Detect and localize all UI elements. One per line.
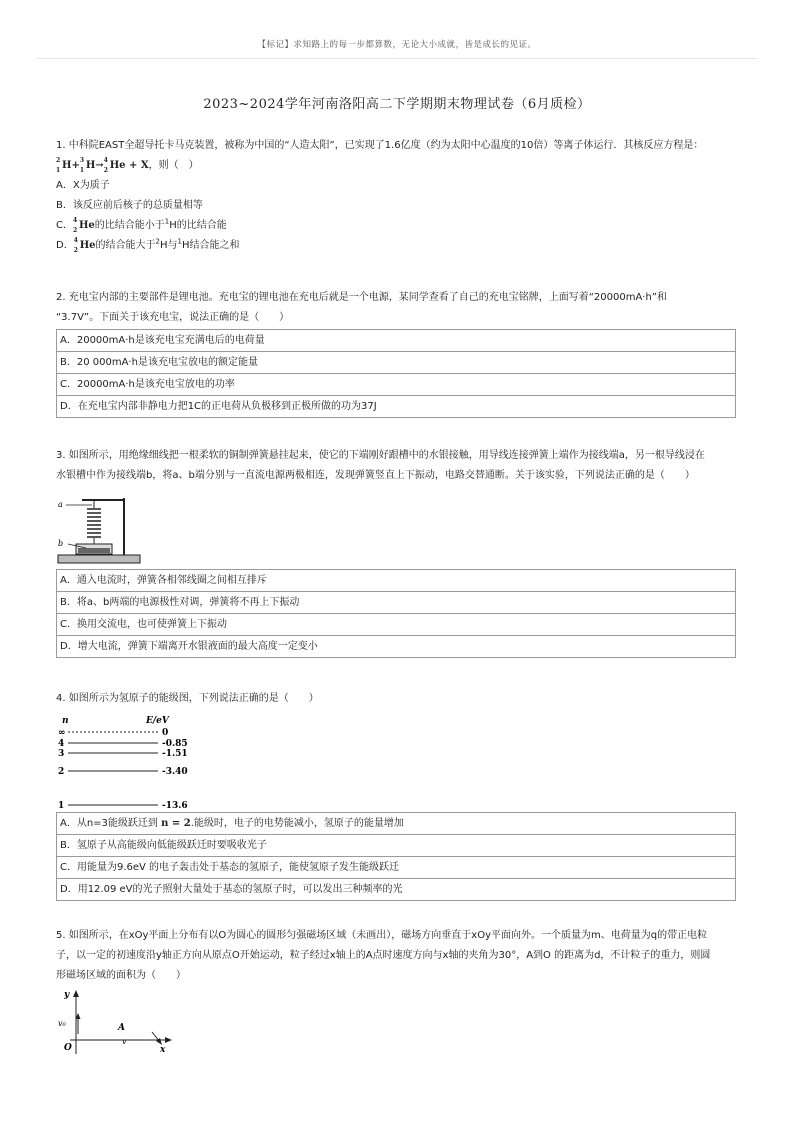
q1-option-d[interactable]: D． 4 2 He的结合能大于$^2$H与$^1$H结合能之和 — [56, 237, 240, 254]
q3-stem-line2: 水银槽中作为接线端b，将a、b端分别与一直流电源两极相连，发现弹簧竖直上下振动，电路交替通断。关于该实验，下列说法正确的是（ ） — [56, 470, 695, 481]
v-arrow-icon — [156, 1038, 162, 1045]
q3-option-d[interactable]: D．增大电流，弹簧下端离开水银液面的最大高度一定变小 — [57, 635, 735, 657]
level-energy-label: -1.51 — [162, 749, 188, 759]
header-divider — [36, 58, 758, 59]
q3-option-b[interactable]: B．将a、b两端的电源极性对调，弹簧将不再上下振动 — [57, 591, 735, 613]
x-arrow-icon — [165, 1037, 172, 1043]
q2-option-d[interactable]: D．在充电宝内部非静电力把1C的正电荷从负极移到正极所做的功为37J — [57, 395, 735, 417]
e-axis-label: E/eV — [146, 716, 169, 726]
q4-energy-level-diagram — [56, 713, 216, 811]
q3-options — [56, 569, 736, 658]
q5-coordinate-figure — [56, 988, 176, 1056]
q1-option-b[interactable]: B．该反应前后核子的总质量相等 — [56, 200, 203, 211]
level-n-label: 3 — [58, 749, 65, 759]
point-a-label: A — [118, 1023, 125, 1033]
level-energy-label: -13.6 — [162, 801, 188, 811]
level-energy-label: 0 — [162, 728, 169, 738]
q1-option-a[interactable]: A．X为质子 — [56, 180, 110, 191]
base — [58, 555, 140, 563]
level-n-label: 2 — [58, 767, 65, 777]
v0-label: v₀ — [58, 1019, 66, 1028]
level-n-label: 1 — [58, 801, 65, 811]
q4-option-b[interactable]: B．氢原子从高能级向低能级跃迁时要吸收光子 — [57, 834, 735, 856]
q1-equation: 2 1 H+ 3 1 H→ 4 2 He + X，则（ ） — [56, 157, 199, 174]
question-1 — [56, 136, 746, 256]
header-motto: 【标记】求知路上的每一步都算数，无论大小成就，皆是成长的见证。 — [257, 40, 537, 50]
level-n-label: ∞ — [58, 728, 66, 738]
label-a: a — [58, 500, 63, 509]
question-2 — [56, 288, 746, 418]
q1-stem: 1. 中科院EAST全超导托卡马克装置，被称为中国的“人造太阳”，已实现了1.6亿度（约为太阳中心温度的10倍）等离子体运行．其核反应方程是： — [56, 140, 704, 151]
q2-option-b[interactable]: B．20 000mA·h是该充电宝放电的额定能量 — [57, 351, 735, 373]
question-4 — [56, 689, 746, 901]
label-b: b — [58, 539, 64, 548]
q5-stem-line2: 子，以一定的初速度沿y轴正方向从原点O开始运动，粒子经过x轴上的A点时速度方向与x轴的夹角为30°，A到O 的距离为d，不计粒子的重力，则圆 — [56, 950, 711, 961]
q2-option-a[interactable]: A．20000mA·h是该充电宝充满电后的电荷量 — [60, 335, 265, 346]
q2-options — [56, 329, 736, 418]
level-n-label: 4 — [58, 739, 65, 749]
q4-option-d[interactable]: D．用12.09 eV的光子照射大量处于基态的氢原子时，可以发出三种频率的光 — [57, 878, 735, 900]
q4-options — [56, 812, 736, 901]
level-energy-label: -3.40 — [162, 767, 188, 777]
q5-stem-line1: 5. 如图所示，在xOy平面上分布有以O为圆心的圆形匀强磁场区域（未画出），磁场方向垂直于xOy平面向外。一个质量为m、电荷量为q的带正电粒 — [56, 930, 708, 941]
q2-stem-line1: 2. 充电宝内部的主要部件是锂电池。充电宝的锂电池在充电后就是一个电源，某同学查看了自己的充电宝铭牌，上面写着“20000mA·h”和 — [56, 292, 667, 303]
origin-label: O — [64, 1043, 72, 1053]
mercury — [78, 548, 110, 553]
n-axis-label: n — [62, 716, 69, 726]
question-3 — [56, 446, 746, 658]
level-energy-label: -0.85 — [162, 739, 188, 749]
q3-option-a[interactable]: A．通入电流时，弹簧各相邻线圈之间相互排斥 — [60, 575, 267, 586]
page-title: 2023~2024学年河南洛阳高二下学期期末物理试卷（6月质检） — [203, 97, 591, 112]
x-label: x — [160, 1045, 166, 1055]
q2-option-c[interactable]: C．20000mA·h是该充电宝放电的功率 — [57, 373, 735, 395]
q3-spring-figure — [56, 492, 146, 568]
q4-option-c[interactable]: C．用能量为9.6eV 的电子轰击处于基态的氢原子，能使氢原子发生能级跃迁 — [57, 856, 735, 878]
spring-coils — [87, 509, 101, 537]
q4-option-a[interactable]: A．从n=3能级跃迁到 n = 2.能级时，电子的电势能减小，氢原子的能量增加 — [60, 818, 404, 829]
q4-stem: 4. 如图所示为氢原子的能级图，下列说法正确的是（ ） — [56, 693, 319, 704]
q1-option-c[interactable]: C． 4 2 He的比结合能小于$^1$H的比结合能 — [56, 217, 227, 234]
v-label: v — [122, 1037, 127, 1046]
y-label: y — [64, 990, 70, 1000]
q5-stem-line3: 形磁场区域的面积为（ ） — [56, 970, 186, 981]
q3-option-c[interactable]: C．换用交流电，也可使弹簧上下振动 — [57, 613, 735, 635]
y-arrow-icon — [73, 990, 79, 997]
q3-stem-line1: 3. 如图所示，用绝缘细线把一根柔软的铜制弹簧悬挂起来，使它的下端刚好跟槽中的水银接触，用导线连接弹簧上端作为接线端a，另一根导线浸在 — [56, 450, 705, 461]
q2-stem-line2: “3.7V”。下面关于该充电宝，说法正确的是（ ） — [56, 312, 290, 323]
question-5 — [56, 926, 746, 1056]
